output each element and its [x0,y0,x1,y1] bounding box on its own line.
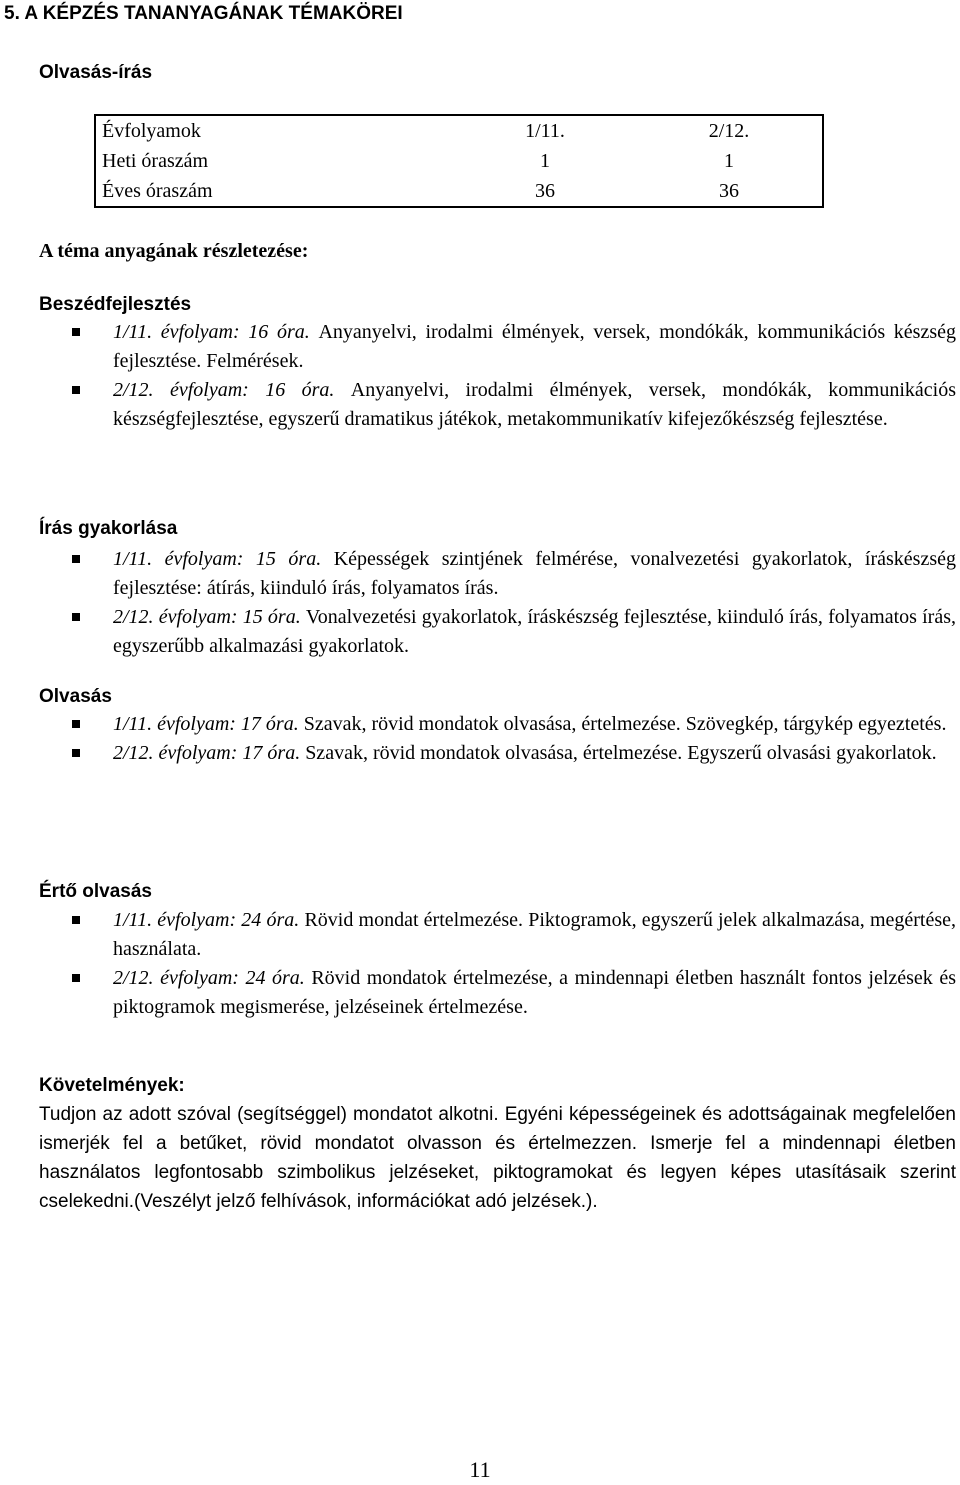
topic-list [72,545,956,661]
table-cell: Évfolyamok [102,120,201,142]
table-cell: 1/11. [525,120,565,142]
table-cell: 1 [724,150,734,172]
square-bullet-icon [72,974,80,982]
list-item [72,964,956,1022]
item-label: 2/12. évfolyam: 16 óra. [113,379,351,401]
section-heading: Beszédfejlesztés [39,294,192,315]
table-cell: 36 [535,180,555,202]
topic-list [72,906,956,1022]
list-item [72,906,956,964]
item-text: Anyanyelvi, irodalmi élmények, versek, mondókák, kommunikációs készség fejlesztése. Felmérések. [113,321,956,372]
requirements-text: Tudjon az adott szóval (segítséggel) mondatot alkotni. Egyéni képességeinek és adottságainak megfelelően ismerjék fel a betűket, rövid mondatot olvasson és értelmezzen. Ismerje fel a mindennapi életben használatos legfontosabb szimbolikus jelzéseket, piktogramokat és legyen képes utasításaik szerint cselekedni.(Veszélyt jelző felhívások, információkat adó jelzések.). [39,1104,956,1212]
hours-table [94,114,824,208]
requirements-heading: Követelmények: [39,1075,185,1096]
item-text: Vonalvezetési gyakorlatok, íráskészség fejlesztése, kiinduló írás, folyamatos írás, egyszerűbb alkalmazási gyakorlatok. [113,606,956,657]
square-bullet-icon [72,555,80,563]
table-cell: Heti óraszám [102,150,209,172]
item-text: Rövid mondatok értelmezése, a mindennapi életben használt fontos jelzések és piktogramok megismerése, jelzéseinek értelmezése. [113,967,956,1018]
item-label: 1/11. évfolyam: 24 óra. [113,909,305,931]
table-cell: 36 [719,180,739,202]
list-item [72,739,956,768]
section-heading: Értő olvasás [39,881,152,902]
list-item [72,710,956,739]
square-bullet-icon [72,749,80,757]
section-heading: Írás gyakorlása [39,518,178,539]
item-label: 2/12. évfolyam: 15 óra. [113,606,306,628]
item-label: 1/11. évfolyam: 17 óra. [113,713,304,735]
topic-list [72,318,956,434]
topic-list [72,710,956,768]
page-number: 11 [469,1457,491,1482]
table-row [95,146,823,176]
square-bullet-icon [72,328,80,336]
list-item [72,545,956,603]
table-cell: Éves óraszám [102,180,213,202]
chapter-title: 5. A KÉPZÉS TANANYAGÁNAK TÉMAKÖREI [4,3,403,24]
square-bullet-icon [72,613,80,621]
details-heading: A téma anyagának részletezése: [39,240,309,262]
item-text: Szavak, rövid mondatok olvasása, értelmezése. Szövegkép, tárgykép egyeztetés. [303,713,947,735]
table-cell: 2/12. [708,120,750,142]
item-label: 2/12. évfolyam: 24 óra. [113,967,312,989]
item-label: 1/11. évfolyam: 15 óra. [113,548,334,570]
item-text: Anyanyelvi, irodalmi élmények, versek, mondókák, kommunikációs készségfejlesztése, egyszerű dramatikus játékok, metakommunikatív kifejezőkészség fejlesztése. [113,379,957,430]
square-bullet-icon [72,720,80,728]
section-heading: Olvasás [39,686,112,707]
table-row [95,176,823,207]
table-row [95,115,823,146]
square-bullet-icon [72,386,80,394]
square-bullet-icon [72,916,80,924]
list-item [72,376,956,434]
list-item [72,603,956,661]
subject-title: Olvasás-írás [39,62,153,83]
item-label: 2/12. évfolyam: 17 óra. [113,742,306,764]
table-cell: 1 [540,150,550,172]
item-text: Szavak, rövid mondatok olvasása, értelmezése. Egyszerű olvasási gyakorlatok. [305,742,937,764]
list-item [72,318,956,376]
item-text: Képességek szintjének felmérése, vonalvezetési gyakorlatok, íráskészség fejlesztése: átírás, kiinduló írás, folyamatos írás. [113,548,957,599]
item-label: 1/11. évfolyam: 16 óra. [113,321,319,343]
item-text: Rövid mondat értelmezése. Piktogramok, egyszerű jelek alkalmazása, megértése, használata. [113,909,957,960]
